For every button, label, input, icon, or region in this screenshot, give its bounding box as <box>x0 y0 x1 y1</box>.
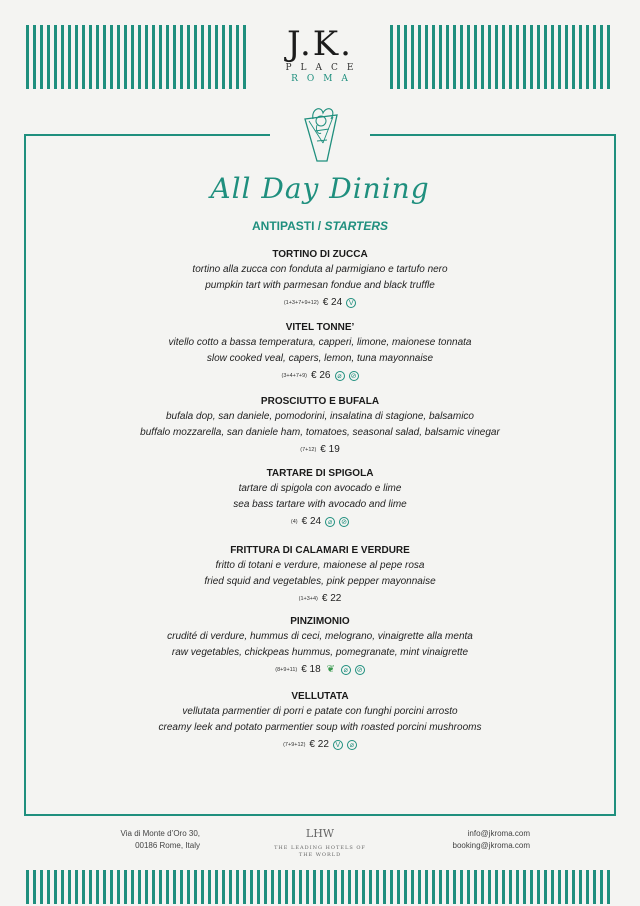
decorative-stripes-top-left <box>26 25 250 89</box>
section-heading-it: ANTIPASTI / <box>251 219 322 233</box>
dish-name: FRITTURA DI CALAMARI E VERDURE <box>230 545 410 556</box>
menu-title: All Day Dining <box>210 172 430 205</box>
section-heading-en: STARTERS <box>324 219 389 233</box>
pumpkin-bouquet-illustration <box>293 101 349 167</box>
dish-desc-it: tortino alla zucca con fonduta al parmigiano e tartufo nero <box>192 264 448 275</box>
dish-price: € 18 <box>301 664 321 675</box>
lhw-text: THE LEADING HOTELS OF THE WORLD <box>274 845 366 858</box>
dish-price: € 22 <box>321 593 342 604</box>
dish-name: VELLUTATA <box>291 691 349 702</box>
dish-name: PINZIMONIO <box>290 616 350 627</box>
dish-desc-it: crudité di verdure, hummus di ceci, melograno, vinaigrette alla menta <box>167 631 473 642</box>
dish-price-row <box>90 737 550 753</box>
dish-desc-en: creamy leek and potato parmentier soup with roasted porcini mushrooms <box>158 722 482 733</box>
dish-price: € 26 <box>311 370 331 381</box>
dish-name: TARTARE DI SPIGOLA <box>266 468 374 479</box>
dish-desc-en: buffalo mozzarella, san daniele ham, tomatoes, seasonal salad, balsamic vinegar <box>140 427 500 438</box>
dish-price: € 24 <box>301 516 322 527</box>
dish-price-row <box>90 662 550 678</box>
dish-name: TORTINO DI ZUCCA <box>272 249 368 260</box>
dish-price: € 22 <box>309 739 329 750</box>
dish-desc-en: raw vegetables, chickpeas hummus, pomegranate, mint vinaigrette <box>171 647 469 658</box>
logo-place: PLACE <box>285 63 363 73</box>
dish-allergens: (4) <box>290 519 298 525</box>
gluten-free-icon: ⌀ <box>325 517 335 527</box>
dish-price: € 19 <box>320 444 340 455</box>
dish-price-row <box>90 295 550 311</box>
dish-price: € 24 <box>322 297 343 308</box>
menu-item <box>90 321 550 384</box>
contact-email-info[interactable]: info@jkroma.com <box>467 829 530 838</box>
leading-hotels-logo <box>270 823 370 859</box>
dish-desc-en: fried squid and vegetables, pink pepper mayonnaise <box>204 576 436 587</box>
gluten-free-icon: ⌀ <box>335 371 345 381</box>
dish-allergens: (3+4+7+9) <box>281 373 308 379</box>
contact-email-booking[interactable]: booking@jkroma.com <box>452 841 530 850</box>
dish-desc-it: vitello cotto a bassa temperatura, capperi, limone, maionese tonnata <box>168 337 472 348</box>
vegetarian-icon: V <box>333 740 343 750</box>
menu-item <box>90 395 550 458</box>
dish-price-row <box>90 514 550 530</box>
lactose-free-icon: ⊘ <box>339 517 349 527</box>
dish-price-row <box>90 591 550 607</box>
dish-name: PROSCIUTTO E BUFALA <box>260 396 380 407</box>
menu-item <box>90 544 550 607</box>
dish-desc-en: pumpkin tart with parmesan fondue and black truffle <box>205 280 435 291</box>
dish-allergens: (1+3+4) <box>298 596 318 602</box>
dish-price-row <box>90 368 550 384</box>
section-heading <box>120 219 520 233</box>
dish-allergens: (1+3+7+9+12) <box>283 300 319 306</box>
decorative-stripes-top-right <box>390 25 614 89</box>
hotel-logo <box>250 26 390 85</box>
footer-address <box>90 828 200 852</box>
menu-item <box>90 690 550 753</box>
dish-allergens: (7+12) <box>300 447 317 453</box>
lactose-free-icon: ⊘ <box>355 665 365 675</box>
dish-allergens: (7+9+12) <box>283 742 306 748</box>
dish-desc-en: sea bass tartare with avocado and lime <box>233 499 407 510</box>
logo-main: J.K. <box>286 24 353 64</box>
dish-name: VITEL TONNE’ <box>285 322 355 333</box>
gluten-free-icon: ⌀ <box>347 740 357 750</box>
decorative-stripes-bottom <box>26 870 614 904</box>
dish-desc-it: tartare di spigola con avocado e lime <box>238 483 402 494</box>
gluten-free-icon: ⌀ <box>341 665 351 675</box>
dish-price-row <box>90 442 550 458</box>
footer-contact <box>420 828 530 852</box>
menu-item <box>90 248 550 311</box>
dish-desc-it: bufala dop, san daniele, pomodorini, insalatina di stagione, balsamico <box>166 411 474 422</box>
logo-city: ROMA <box>291 74 357 84</box>
vegetarian-icon: V <box>346 298 356 308</box>
menu-item <box>90 615 550 678</box>
lactose-free-icon: ⊘ <box>349 371 359 381</box>
dish-desc-it: vellutata parmentier di porri e patate con funghi porcini arrosto <box>182 706 458 717</box>
address-line-2: 00186 Rome, Italy <box>135 841 200 850</box>
vegan-leaf-icon: ❦ <box>326 664 335 675</box>
lhw-mark: LHW <box>305 827 335 840</box>
dish-desc-it: fritto di totani e verdure, maionese al pepe rosa <box>215 560 425 571</box>
address-line-1: Via di Monte d’Oro 30, <box>120 829 200 838</box>
menu-item <box>90 467 550 530</box>
dish-desc-en: slow cooked veal, capers, lemon, tuna mayonnaise <box>206 353 434 364</box>
dish-allergens: (8+9+11) <box>275 667 298 673</box>
